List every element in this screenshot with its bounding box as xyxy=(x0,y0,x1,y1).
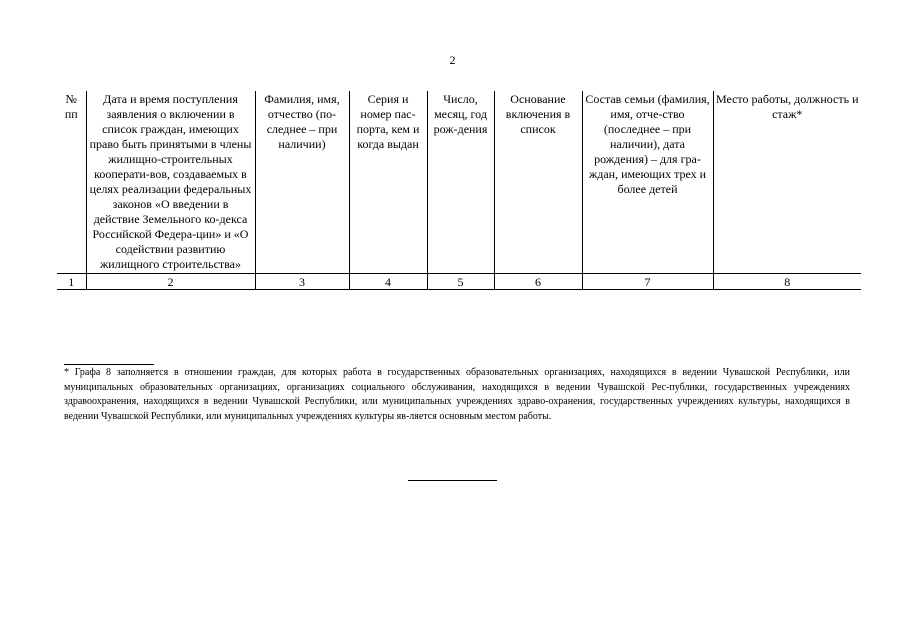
header-cell-passport: Серия и номер пас-порта, кем и когда выдан xyxy=(349,91,427,274)
header-cell-application-date: Дата и время поступления заявления о включении в список граждан, имеющих право быть принятыми в члены жилищно-строительных кооперати-вов, создаваемых в целях реализации федеральных законов «О введении в действие Земельного ко-декса Российской Федера-ции» и «О содействии развитию жилищного строительства» xyxy=(86,91,255,274)
footnote-separator xyxy=(64,364,154,365)
column-number-cell: 7 xyxy=(582,274,713,290)
header-cell-full-name: Фамилия, имя, отчество (по-следнее – при наличии) xyxy=(255,91,349,274)
column-number-cell: 4 xyxy=(349,274,427,290)
header-cell-birth-date: Число, месяц, год рож-дения xyxy=(427,91,494,274)
header-cell-workplace: Место работы, должность и стаж* xyxy=(713,91,861,274)
table-header-row xyxy=(57,91,861,274)
header-cell-inclusion-basis: Основание включения в список xyxy=(494,91,582,274)
page-number: 2 xyxy=(449,53,456,67)
footnote-text: * Графа 8 заполняется в отношении граждан, для которых работа в государственных образовательных организациях, находящихся в ведении Чувашской Республики, или муниципальных образовательных организациях, организациях социального обслуживания, находящихся в ведении Чувашской Рес-публики, государственных учреждениях здравоохранения, находящихся в ведении Чувашской Республики, или муниципальных учреждениях здраво-охранения, государственных учреждениях культуры, находящихся в ведении Чувашской Республики, или муниципальных учреждениях культуры яв-ляется основным местом работы. xyxy=(64,367,850,422)
end-of-document-rule xyxy=(408,480,497,481)
column-number-cell: 8 xyxy=(713,274,861,290)
column-number-cell: 5 xyxy=(427,274,494,290)
column-number-cell: 3 xyxy=(255,274,349,290)
column-number-cell: 6 xyxy=(494,274,582,290)
register-table xyxy=(57,91,861,290)
column-number-cell: 2 xyxy=(86,274,255,290)
column-number-cell: 1 xyxy=(57,274,86,290)
column-number-row xyxy=(57,274,861,290)
header-cell-family-composition: Состав семьи (фамилия, имя, отче-ство (последнее – при наличии), дата рождения) – для гра-ждан, имеющих трех и более детей xyxy=(582,91,713,274)
header-cell-number: № пп xyxy=(57,91,86,274)
